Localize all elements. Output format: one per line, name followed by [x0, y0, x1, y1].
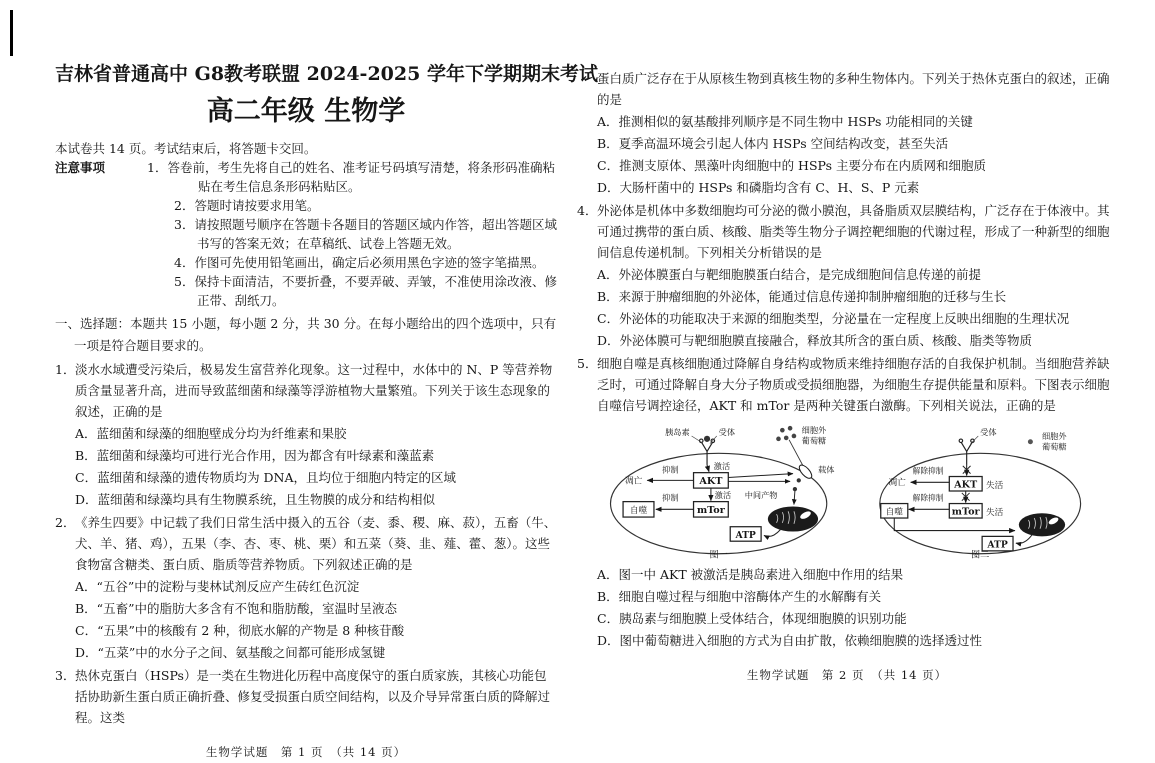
notice-label: 注意事项 [55, 160, 106, 175]
glucose-label: 葡萄糖 [1041, 441, 1067, 452]
page-1-footer: 生物学试题 第 1 页 （共 14 页） [205, 745, 407, 759]
question-2-option-d: D．“五菜”中的水分子之间、氨基酸之间都可能形成氢键 [75, 645, 386, 660]
carrier-icon [797, 463, 814, 480]
question-3-stem-part1: 热休克蛋白（HSPs）是一类在生物进化历程中高度保守的蛋白质家族，其核心功能包括协助新生蛋白质正确折叠、修复受损蛋白质空间结构，以及介导异常蛋白质的降解过程。这类 [75, 668, 551, 725]
question-4-option-a: A．外泌体膜蛋白与靶细胞膜蛋白结合，是完成细胞间信息传递的前提 [597, 267, 982, 282]
question-4 [577, 200, 1117, 351]
question-3-option-a: A．推测相似的氨基酸排列顺序是不同生物中 HSPs 功能相同的关键 [597, 114, 973, 129]
question-3-option-d: D．大肠杆菌中的 HSPs 和磷脂均含有 C、H、S、P 元素 [597, 180, 920, 195]
insulin-label: 胰岛素 [665, 427, 690, 438]
question-3-stem-part2: 蛋白质广泛存在于从原核生物到真核生物的多种生物体内。下列关于热休克蛋白的叙述，正确的是 [597, 71, 1110, 107]
akt-label: AKT [953, 479, 977, 491]
autophagy-mito-line [894, 518, 1015, 531]
question-1-number: 1． [55, 362, 76, 377]
receptor-icon [959, 439, 974, 465]
atp-label: ATP [735, 529, 756, 541]
activate-label-1: 激活 [713, 460, 731, 471]
figure-2-autophagy-starvation [874, 420, 1117, 562]
apoptosis-label: 凋亡 [888, 478, 906, 489]
notice-item-3: 3．请按照题号顺序在答题卡各题目的答题区域内作答，超出答题区域书写的答案无效；在草稿纸、试卷上答题无效。 [174, 217, 557, 251]
atp-label: ATP [987, 539, 1008, 551]
section-heading: 一、选择题：本题共 15 小题，每小题 2 分，共 30 分。在每小题给出的四个选项中，只有一项是符合题目要求的。 [55, 316, 557, 353]
question-1-option-a: A．蓝细菌和绿藻的细胞壁成分均为纤维素和果胶 [75, 426, 347, 441]
question-3-part1 [55, 665, 557, 728]
page-1 [55, 62, 598, 763]
notices [55, 158, 557, 196]
question-2-stem: 《养生四要》中记载了我们日常生活中摄入的五谷（麦、黍、稷、麻、菽），五畜（牛、犬、羊、猪、鸡），五果（李、杏、枣、桃、栗）和五菜（葵、韭、薤、藿、葱）。这些食物富含糖类、蛋白质、脂质等营养物质。下列叙述正确的是 [75, 515, 557, 572]
mitochondria-icon [768, 506, 818, 531]
question-2-option-c: C．“五果”中的核酸有 2 种，彻底水解的产物是 8 种核苷酸 [75, 623, 405, 638]
notice-item-5: 5．保持卡面清洁，不要折叠，不要弄破、弄皱，不准使用涂改液、修正带、刮纸刀。 [174, 274, 557, 308]
extracellular-label: 细胞外 [801, 425, 827, 436]
question-1-option-d: D．蓝细菌和绿藻均具有生物膜系统，且生物膜的成分和结构相似 [75, 492, 436, 507]
autophagy-pathway-figures [597, 420, 1117, 562]
autophagy-label: 自噬 [885, 507, 903, 518]
question-3-number: 3． [55, 668, 76, 683]
receptor-label: 受体 [979, 427, 997, 438]
release-inhibition-label-2: 解除抑制 [912, 493, 944, 503]
question-4-stem: 外泌体是机体中多数细胞均可分泌的微小膜泡，具备脂质双层膜结构，广泛存在于体液中。其可通过携带的蛋白质、核酸、脂类等生物分子调控靶细胞的代谢过程，形成了一种新型的细胞间信息传递机制。下列相关分析错误的是 [597, 203, 1110, 260]
intermediate-dot [793, 487, 797, 491]
question-5 [577, 353, 1117, 651]
receptor-akt-arrow [707, 465, 709, 472]
figure-1-autophagy-normal [597, 420, 856, 562]
inhibit-label-2: 抑制 [662, 492, 679, 503]
page-2 [577, 66, 1117, 686]
carrier-label: 载体 [818, 464, 835, 475]
question-5-option-c: C．胰岛素与细胞膜上受体结合，体现细胞膜的识别功能 [597, 611, 907, 626]
question-2-number: 2． [55, 515, 76, 530]
question-1-stem: 淡水水域遭受污染后，极易发生富营养化现象。这一过程中，水体中的 N、P 等营养物质含量显著升高，进而导致蓝细菌和绿藻等浮游植物大量繁殖。下列关于该生态现象的叙述，正确的是 [75, 362, 553, 419]
mito-atp-arrow [764, 530, 780, 537]
question-3-option-c: C．推测支原体、黑藻叶肉细胞中的 HSPs 主要分布在内质网和细胞质 [597, 158, 986, 173]
question-2-option-a: A．“五谷”中的淀粉与斐林试剂反应产生砖红色沉淀 [75, 579, 360, 594]
akt-label: AKT [699, 476, 723, 488]
figure-2-caption: 图二 [970, 549, 990, 561]
glucose-inside-dot [797, 478, 801, 482]
question-2 [55, 512, 557, 663]
question-5-option-b: B．细胞自噬过程与细胞中溶酶体产生的水解酶有关 [597, 589, 882, 604]
exam-intro: 本试卷共 14 页。考试结束后，将答题卡交回。 [55, 141, 317, 156]
question-4-option-d: D．外泌体膜可与靶细胞膜直接融合，释放其所含的蛋白质、核酸、脂类等物质 [597, 333, 1033, 348]
question-1-option-b: B．蓝细菌和绿藻均可进行光合作用，因为都含有叶绿素和藻蓝素 [75, 448, 435, 463]
mito-atp-arrow [1016, 534, 1032, 543]
receptor-label: 受体 [718, 427, 736, 438]
question-5-option-d: D．图中葡萄糖进入细胞的方式为自由扩散，依赖细胞膜的选择透过性 [597, 633, 983, 648]
intermediate-mito-arrow [794, 491, 795, 505]
question-5-number: 5． [577, 356, 598, 371]
apoptosis-label: 凋亡 [625, 476, 643, 487]
subject-title: 高二年级 生物学 [206, 96, 406, 127]
glucose-dot-icon [1028, 439, 1033, 444]
question-2-option-b: B．“五畜”中的脂肪大多含有不饱和脂肪酸，室温时呈液态 [75, 601, 397, 616]
exam-title: 吉林省普通高中 G8教考联盟 2024-2025 学年下学期期末考试 [55, 63, 598, 85]
question-1 [55, 359, 557, 510]
question-1-option-c: C．蓝细菌和绿藻的遗传物质均为 DNA，且均位于细胞内特定的区域 [75, 470, 457, 485]
inhibit-label-1: 抑制 [662, 464, 679, 475]
question-4-option-c: C．外泌体的功能取决于来源的细胞类型，分泌量在一定程度上反映出细胞的生理状况 [597, 311, 1070, 326]
question-3-part2 [577, 68, 1117, 198]
mtor-label: mTor [951, 506, 980, 518]
autophagy-label: 自噬 [629, 506, 648, 517]
mitochondria-icon [1019, 513, 1065, 536]
notice-item-1: 1．答卷前，考生先将自己的姓名、准考证号码填写清楚，将条形码准确粘贴在考生信息条形码粘贴区。 [147, 160, 555, 194]
glucose-dots-icon [776, 426, 796, 441]
scan-edge-artifact [10, 10, 13, 56]
activate-label-2: 激活 [714, 489, 732, 500]
insulin-receptor-icon [700, 436, 715, 465]
akt-carrier-arrow-1 [728, 474, 793, 478]
extracellular-label: 细胞外 [1041, 430, 1067, 441]
question-5-option-a: A．图一中 AKT 被激活是胰岛素进入细胞中作用的结果 [597, 567, 904, 582]
question-4-number: 4． [577, 203, 598, 218]
notice-item-2: 2．答题时请按要求用笔。 [174, 198, 320, 213]
question-3-option-b: B．夏季高温环境会引起人体内 HSPs 空间结构改变，甚至失活 [597, 136, 949, 151]
page-2-footer: 生物学试题 第 2 页 （共 14 页） [746, 668, 948, 682]
release-inhibition-label-1: 解除抑制 [912, 466, 944, 476]
inactive-label-2: 失活 [985, 508, 1004, 519]
inactive-label-1: 失活 [985, 481, 1004, 492]
mtor-label: mTor [697, 505, 725, 517]
notice-item-4: 4．作图可先使用铅笔画出，确定后必须用黑色字迹的签字笔描黑。 [174, 255, 545, 270]
figure-1-caption: 图一 [709, 549, 728, 561]
glucose-label: 葡萄糖 [801, 435, 827, 446]
intermediate-label: 中间产物 [744, 489, 778, 500]
question-4-option-b: B．来源于肿瘤细胞的外泌体，能通过信息传递抑制肿瘤细胞的迁移与生长 [597, 289, 1007, 304]
question-5-stem: 细胞自噬是真核细胞通过降解自身结构或物质来维持细胞存活的自我保护机制。当细胞营养缺乏时，可通过降解自身大分子物质或受损细胞器，为细胞生存提供能量和原料。下图表示细胞自噬信号调控途径，AKT 和 mTor 是两种关键蛋白激酶。下列相关说法，正确的是 [597, 356, 1110, 413]
